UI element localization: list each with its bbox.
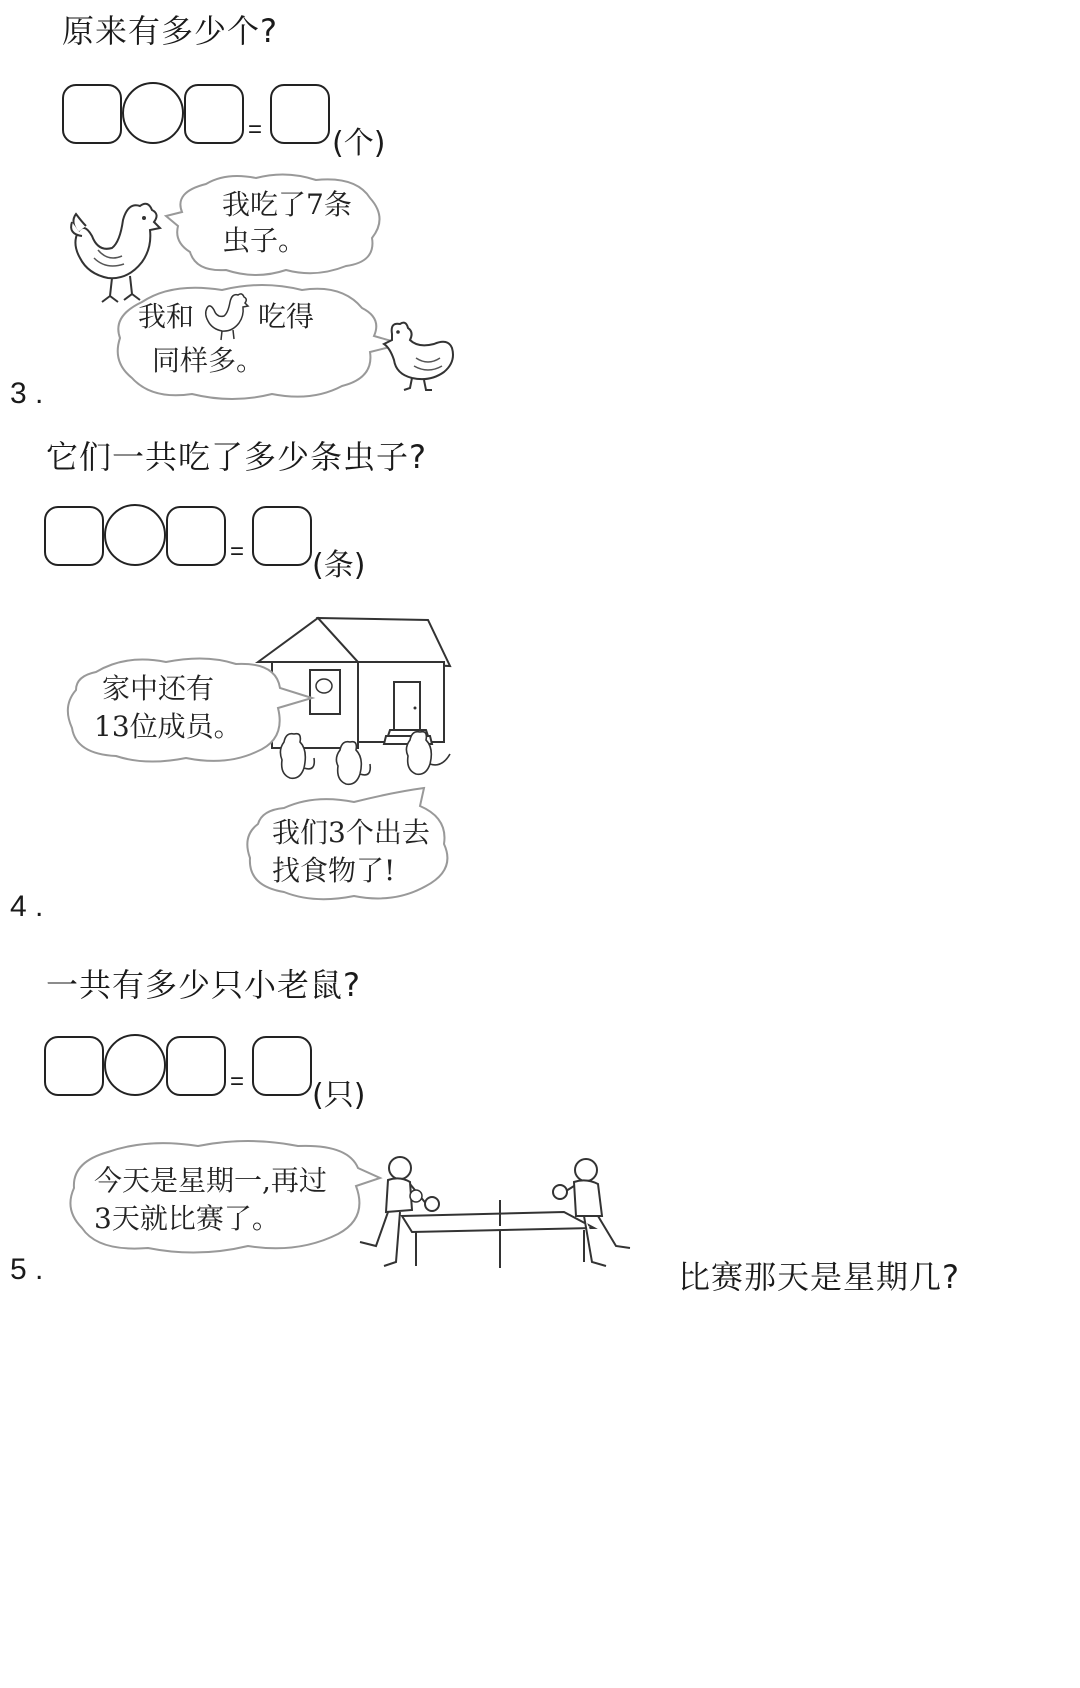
bubble-line: 找食物了! xyxy=(272,854,396,887)
problem-number: 4 . xyxy=(10,890,44,923)
problem-number: 3 . xyxy=(10,377,44,410)
rooster-icon xyxy=(202,288,258,344)
question-text: 它们一共吃了多少条虫子? xyxy=(46,438,427,476)
table-tennis-illustration xyxy=(354,1150,640,1274)
answer-box[interactable] xyxy=(44,506,104,566)
equation-row xyxy=(0,500,420,583)
equation-row xyxy=(0,1030,420,1113)
bubble-line: 同样多。 xyxy=(152,344,265,377)
problem-number: 5 . xyxy=(10,1253,44,1286)
bubble-line: 3天就比赛了。 xyxy=(94,1202,280,1235)
hen-illustration xyxy=(378,318,458,392)
question-text: 原来有多少个? xyxy=(62,12,278,50)
answer-box[interactable] xyxy=(166,1036,226,1096)
equation-row xyxy=(0,78,420,161)
bubble-line: 13位成员。 xyxy=(94,710,242,743)
unit-label: (条) xyxy=(312,548,366,583)
equals-sign: = xyxy=(230,1068,245,1095)
bubble-line: 我和 xyxy=(138,300,195,333)
bubble-line: 我吃了7条 xyxy=(222,188,352,221)
bubble-line: 吃得 xyxy=(258,300,315,333)
bubble-line: 我们3个出去 xyxy=(272,816,430,849)
result-box[interactable] xyxy=(252,506,312,566)
answer-box[interactable] xyxy=(62,84,122,144)
answer-box[interactable] xyxy=(184,84,244,144)
unit-label: (只) xyxy=(312,1078,366,1113)
bubble-line: 今天是星期一,再过 xyxy=(94,1164,327,1197)
operator-circle[interactable] xyxy=(104,504,166,566)
equals-sign: = xyxy=(248,116,263,143)
equals-sign: = xyxy=(230,538,245,565)
mice-illustration xyxy=(274,728,458,790)
bubble-line: 家中还有 xyxy=(102,672,215,705)
result-box[interactable] xyxy=(270,84,330,144)
question-text: 一共有多少只小老鼠? xyxy=(46,966,361,1004)
question-text: 比赛那天是星期几? xyxy=(678,1258,960,1296)
result-box[interactable] xyxy=(252,1036,312,1096)
operator-circle[interactable] xyxy=(122,82,184,144)
answer-box[interactable] xyxy=(166,506,226,566)
answer-box[interactable] xyxy=(44,1036,104,1096)
operator-circle[interactable] xyxy=(104,1034,166,1096)
unit-label: (个) xyxy=(332,126,386,161)
bubble-line: 虫子。 xyxy=(222,224,307,257)
